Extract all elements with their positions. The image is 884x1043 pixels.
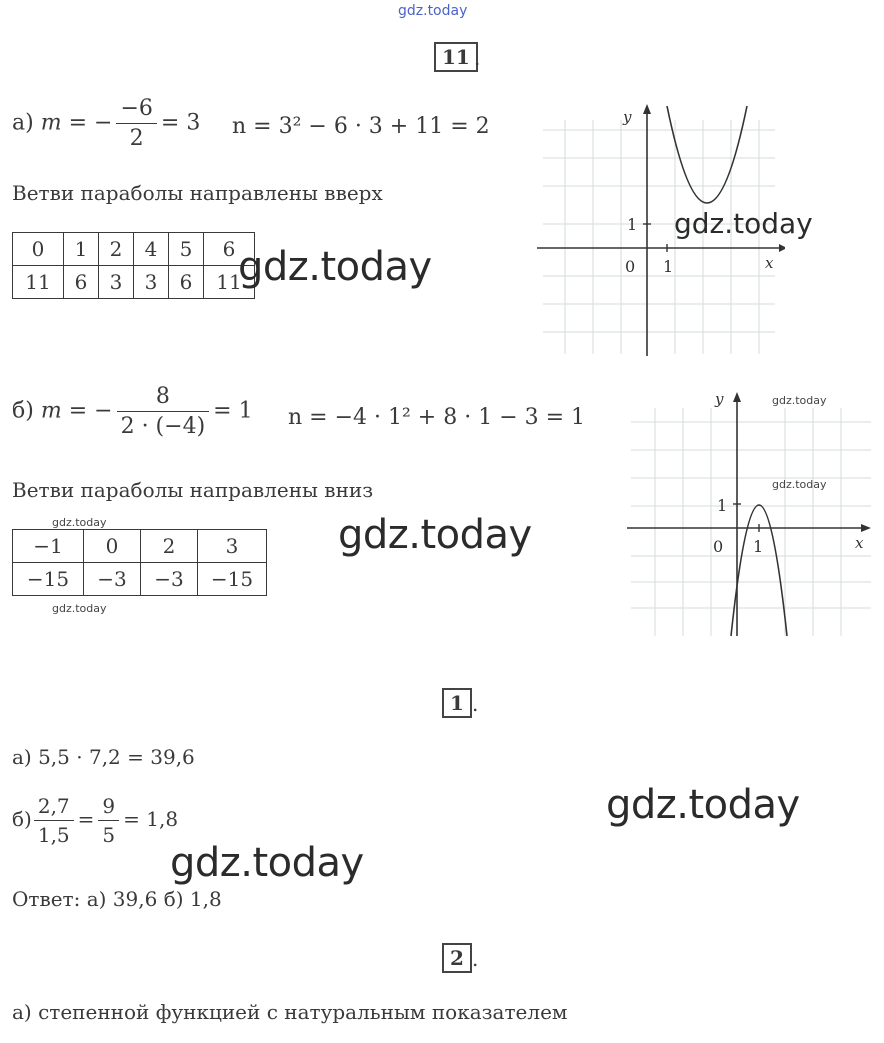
task-11a-m-formula bbox=[12, 96, 200, 151]
task-11-number: 11 bbox=[434, 42, 478, 72]
x-axis-arrow bbox=[861, 524, 871, 532]
table-cell: 11 bbox=[13, 266, 64, 299]
grid bbox=[631, 408, 871, 636]
task-11b-frac-den: 2 · (−4) bbox=[120, 414, 206, 439]
watermark-top: gdz.today bbox=[398, 3, 468, 19]
task-1-dot: . bbox=[472, 692, 479, 716]
table-cell: 6 bbox=[204, 233, 255, 266]
table-row bbox=[13, 530, 267, 563]
task-11b-m-result: = 1 bbox=[213, 398, 253, 424]
task-11b-n-formula: n = −4 · 1² + 8 · 1 − 3 = 1 bbox=[288, 405, 586, 430]
table-cell: 1 bbox=[64, 233, 99, 266]
table-cell: 3 bbox=[198, 530, 267, 563]
task-11a-branches: Ветви параболы направлены вверх bbox=[12, 181, 383, 205]
task-1b-frac1-den: 1,5 bbox=[37, 823, 70, 847]
y-axis-label: y bbox=[623, 108, 632, 126]
task-11b-eq: = bbox=[68, 398, 88, 424]
x-one-label: 1 bbox=[753, 537, 764, 556]
task-1b-fraction-2 bbox=[98, 794, 119, 847]
table-cell: 2 bbox=[99, 233, 134, 266]
task-1b-frac2-den: 5 bbox=[102, 823, 116, 847]
task-1b-frac2-num: 9 bbox=[98, 794, 119, 821]
table-cell: −1 bbox=[13, 530, 84, 563]
task-11a-m-var: m bbox=[40, 110, 62, 136]
task-11a-frac-num: −6 bbox=[116, 96, 156, 124]
task-1-answer: Ответ: а) 39,6 б) 1,8 bbox=[12, 887, 222, 911]
task-1b-frac1-num: 2,7 bbox=[34, 794, 74, 821]
x-axis-label: x bbox=[855, 534, 864, 552]
task-2-number: 2 bbox=[442, 943, 472, 973]
watermark-11b-table-top: gdz.today bbox=[52, 516, 107, 529]
parabola-curve bbox=[667, 106, 747, 203]
task-1a-line: а) 5,5 · 7,2 = 39,6 bbox=[12, 745, 195, 769]
watermark-11b-graph-mid: gdz.today bbox=[772, 478, 827, 491]
task-11a-m-result: = 3 bbox=[160, 110, 201, 136]
table-row bbox=[13, 266, 255, 299]
task-11b-m-formula bbox=[12, 384, 253, 439]
origin-label: 0 bbox=[625, 257, 636, 276]
table-cell: 6 bbox=[64, 266, 99, 299]
watermark-11b-graph-top: gdz.today bbox=[772, 394, 827, 407]
table-cell: 0 bbox=[13, 233, 64, 266]
watermark-11a-table: gdz.today bbox=[238, 244, 432, 290]
y-one-label: 1 bbox=[717, 496, 728, 515]
task-11b-value-table bbox=[12, 529, 267, 596]
table-cell: 5 bbox=[169, 233, 204, 266]
task-2-dot: . bbox=[472, 947, 479, 971]
task-2a-line: а) степенной функцией с натуральным показателем bbox=[12, 1000, 568, 1024]
x-axis-arrow bbox=[779, 244, 785, 252]
task-1-number: 1 bbox=[442, 688, 472, 718]
origin-label: 0 bbox=[713, 537, 724, 556]
watermark-task1-right: gdz.today bbox=[606, 782, 800, 828]
table-cell: −3 bbox=[84, 563, 141, 596]
table-cell: 0 bbox=[84, 530, 141, 563]
task-11a-n-formula: n = 3² − 6 · 3 + 11 = 2 bbox=[232, 114, 490, 139]
table-cell: 3 bbox=[99, 266, 134, 299]
table-cell: −15 bbox=[13, 563, 84, 596]
x-axis-label: x bbox=[765, 254, 774, 272]
task-11a-neg: − bbox=[94, 110, 113, 136]
task-11b-fraction bbox=[117, 384, 210, 439]
watermark-11b-center: gdz.today bbox=[338, 512, 532, 558]
table-cell: −3 bbox=[141, 563, 198, 596]
task-11b-frac-num: 8 bbox=[117, 384, 210, 412]
table-cell: 2 bbox=[141, 530, 198, 563]
task-11a-value-table bbox=[12, 232, 255, 299]
x-one-label: 1 bbox=[663, 257, 674, 276]
watermark-11b-table-bottom: gdz.today bbox=[52, 602, 107, 615]
table-row bbox=[13, 233, 255, 266]
task-11-dot: . bbox=[474, 46, 481, 70]
task-11b-neg: − bbox=[94, 398, 113, 424]
y-axis-label: y bbox=[715, 390, 724, 408]
table-cell: 3 bbox=[134, 266, 169, 299]
y-axis-arrow bbox=[733, 392, 741, 402]
y-one-label: 1 bbox=[627, 215, 638, 234]
task-1b-fraction-1 bbox=[34, 794, 74, 847]
table-cell: 11 bbox=[204, 266, 255, 299]
task-1b-prefix: б) bbox=[12, 807, 32, 831]
task-11a-prefix: а) bbox=[12, 110, 34, 136]
task-1b-eq1: = bbox=[77, 807, 95, 831]
task-11a-frac-den: 2 bbox=[129, 126, 144, 151]
task-11b-m-var: m bbox=[40, 398, 62, 424]
table-cell: 4 bbox=[134, 233, 169, 266]
task-1b-line bbox=[12, 794, 178, 847]
table-cell: −15 bbox=[198, 563, 267, 596]
task-11b-parabola-graph bbox=[625, 386, 875, 640]
task-11a-fraction bbox=[116, 96, 156, 151]
table-row bbox=[13, 563, 267, 596]
task-11b-prefix: б) bbox=[12, 398, 34, 424]
y-axis-arrow bbox=[643, 104, 651, 114]
watermark-11a-graph: gdz.today bbox=[674, 207, 813, 240]
task-11a-eq: = bbox=[68, 110, 88, 136]
task-1b-result: = 1,8 bbox=[123, 807, 179, 831]
table-cell: 6 bbox=[169, 266, 204, 299]
watermark-task1-left: gdz.today bbox=[170, 840, 364, 886]
task-11b-branches: Ветви параболы направлены вниз bbox=[12, 478, 374, 502]
